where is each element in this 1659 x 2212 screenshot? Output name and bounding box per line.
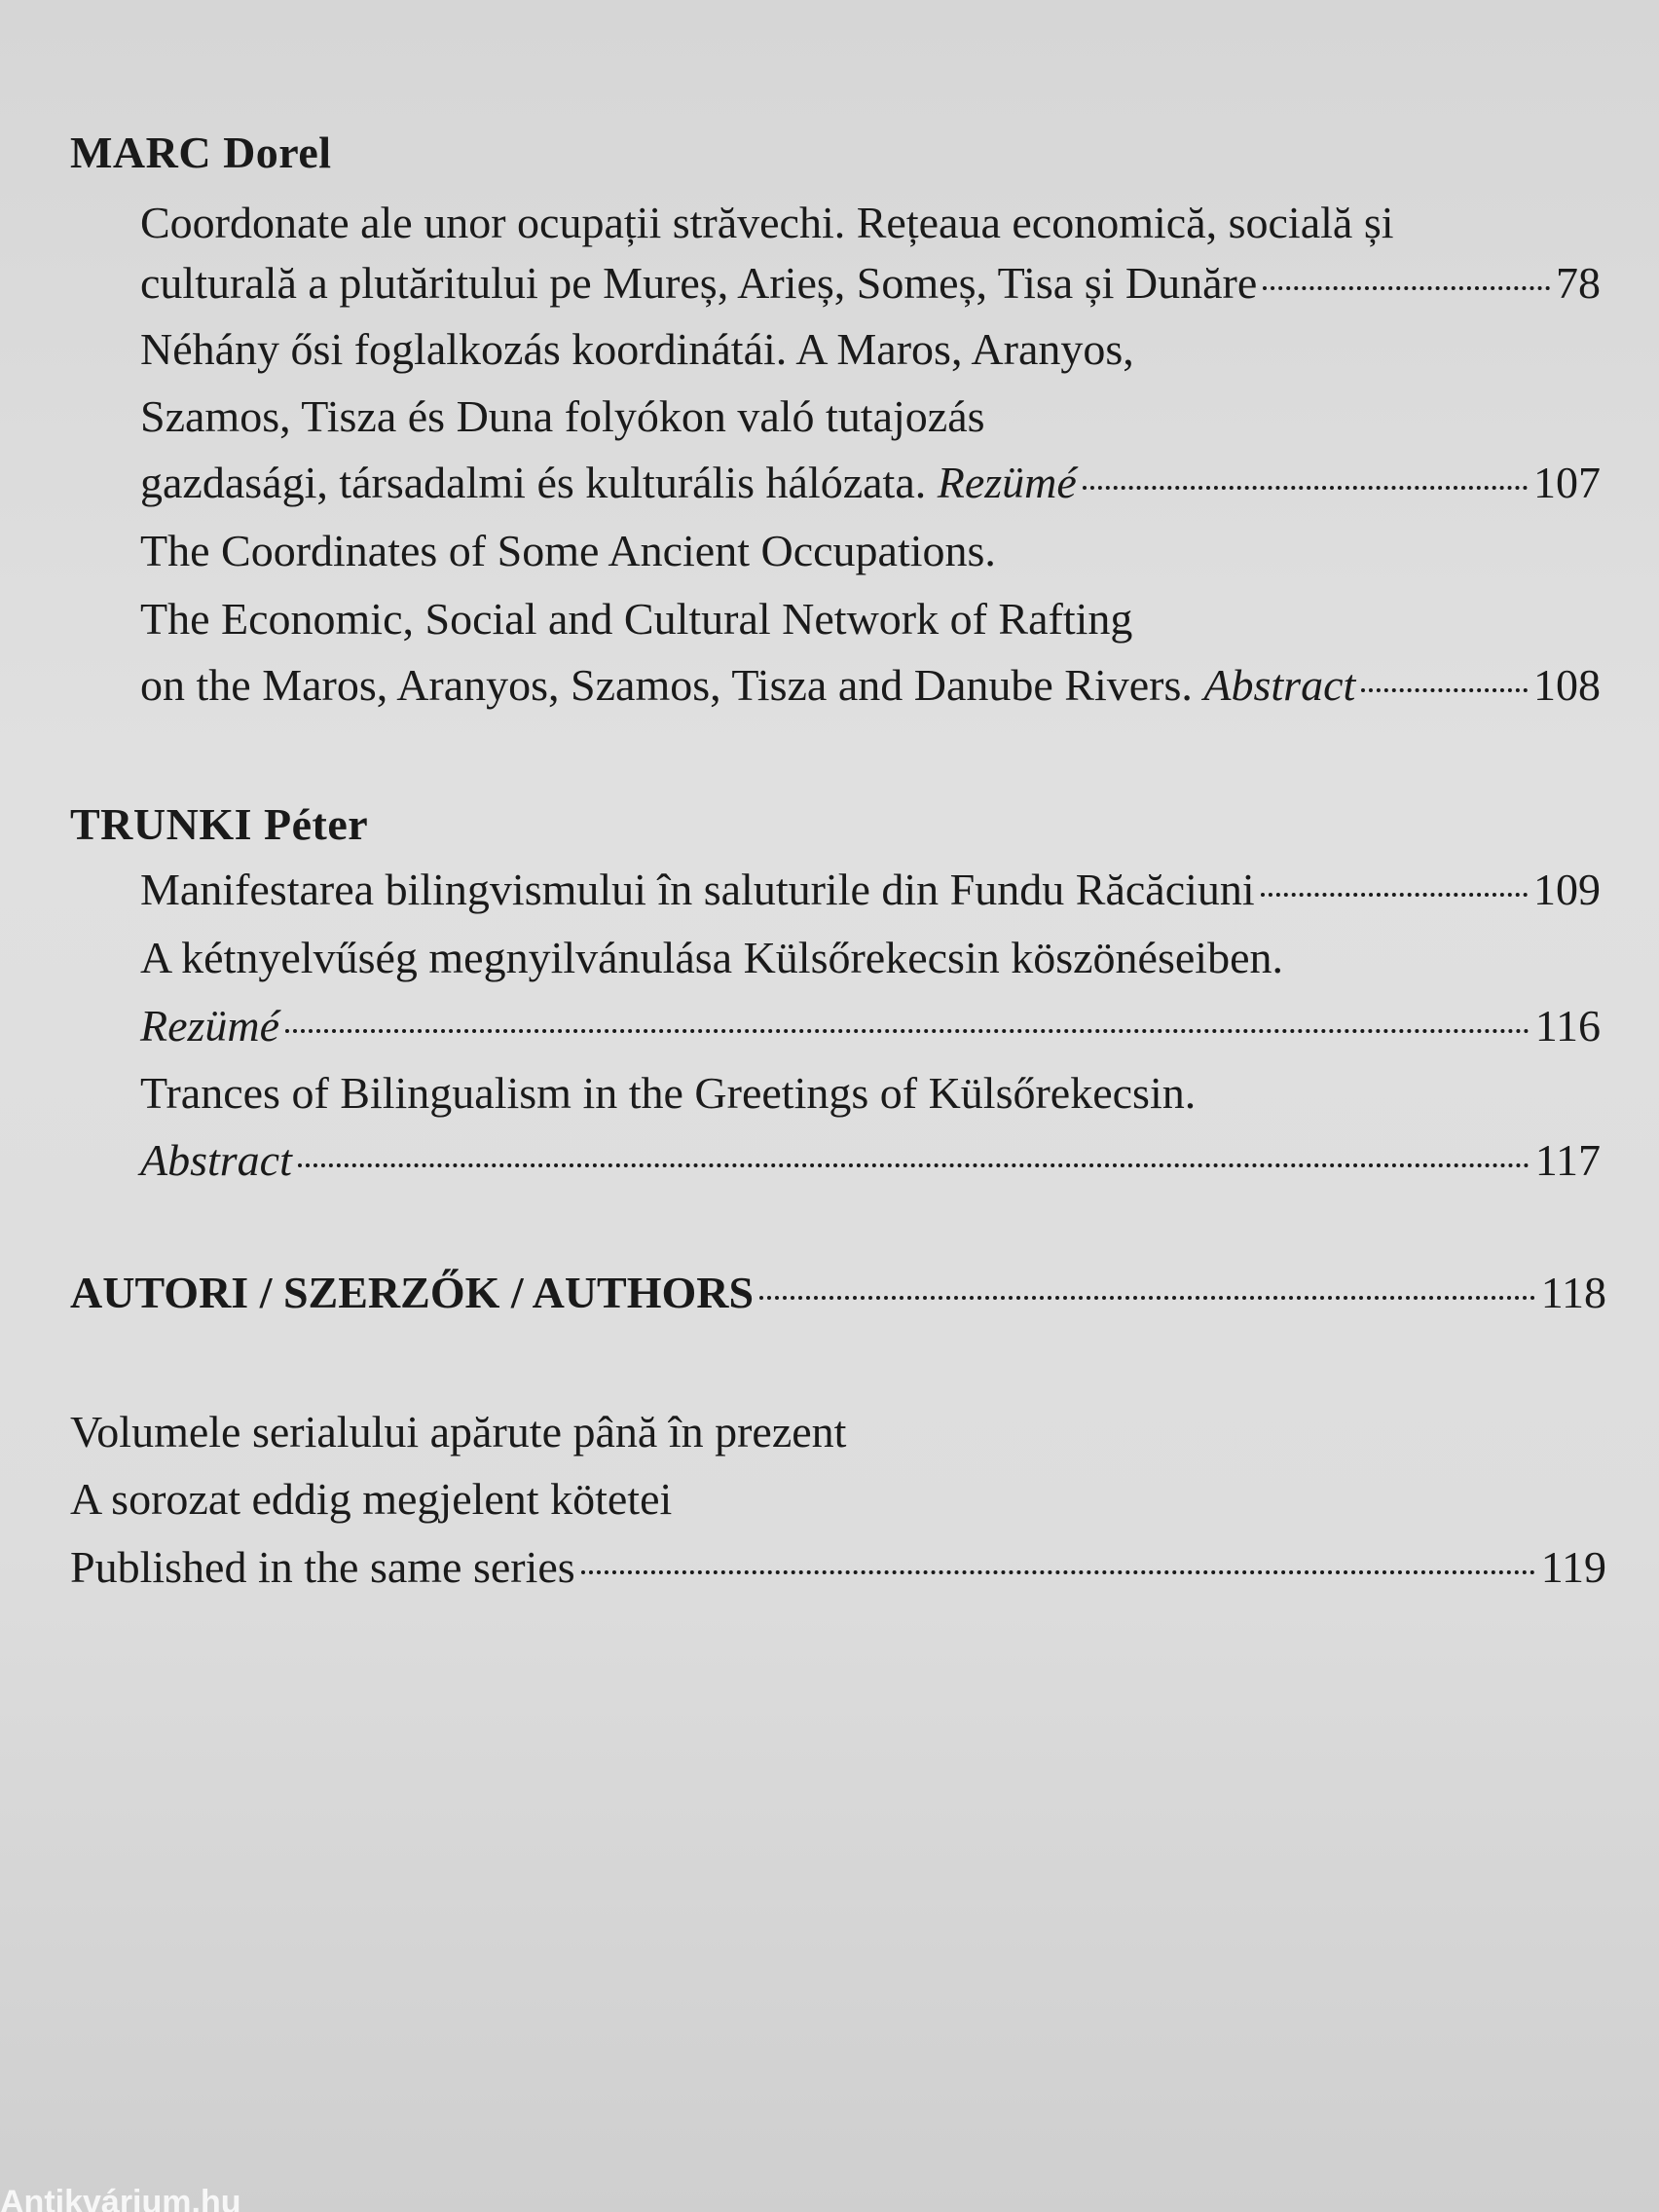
toc-entry (140, 458, 1601, 509)
entry-title: gazdasági, társadalmi és kulturális hálózata. (140, 458, 927, 507)
page-number: 78 (1556, 258, 1601, 308)
series-line: A sorozat eddig megjelent kötetei (70, 1474, 673, 1524)
page-number: 109 (1533, 865, 1601, 914)
entry-line: Szamos, Tisza és Duna folyókon való tutajozás (140, 391, 985, 441)
toc-entry (140, 258, 1601, 310)
dot-leader (759, 1296, 1535, 1300)
series-line: Volumele serialului apărute până în prezent (70, 1407, 847, 1456)
entry-line: Trances of Bilingualism in the Greetings of Külsőrekecsin. (140, 1068, 1197, 1118)
entry-summary-label: Rezümé (937, 458, 1077, 507)
authors-entry (70, 1268, 1606, 1319)
author-name: MARC Dorel (70, 128, 332, 177)
dot-leader (1361, 688, 1528, 692)
entry-summary-label: Abstract (1203, 660, 1356, 710)
entry-line: A kétnyelvűség megnyilvánulása Külsőrekecsin köszönéseiben. (140, 933, 1283, 982)
entry-title: culturală a plutăritului pe Mureș, Arieș, Someș, Tisa și Dunăre (140, 258, 1258, 308)
page-number: 117 (1534, 1135, 1601, 1185)
page-number: 119 (1540, 1542, 1606, 1592)
entry-title: on the Maros, Aranyos, Szamos, Tisza and Danube Rivers. (140, 660, 1193, 710)
dot-leader (1261, 893, 1528, 897)
authors-heading: AUTORI / SZERZŐK / AUTHORS (70, 1268, 755, 1317)
toc-entry (70, 1542, 1606, 1594)
dot-leader (285, 1029, 1530, 1033)
page-number: 107 (1533, 458, 1601, 507)
entry-summary-label: Rezümé (140, 1001, 280, 1051)
toc-entry (140, 1135, 1601, 1187)
dot-leader (581, 1570, 1535, 1574)
entry-summary-label: Abstract (140, 1135, 292, 1185)
entry-line: The Coordinates of Some Ancient Occupations. (140, 526, 996, 575)
dot-leader (1083, 486, 1528, 490)
series-title: Published in the same series (70, 1542, 575, 1592)
page-number: 116 (1534, 1001, 1601, 1051)
entry-line: The Economic, Social and Cultural Network of Rafting (140, 594, 1133, 644)
dot-leader (298, 1163, 1530, 1167)
entry-line: Néhány ősi foglalkozás koordinátái. A Maros, Aranyos, (140, 324, 1134, 374)
watermark: Antikvárium.hu (0, 2184, 241, 2212)
toc-entry (140, 865, 1601, 916)
page-number: 108 (1533, 660, 1601, 710)
entry-title: Manifestarea bilingvismului în saluturile din Fundu Răcăciuni (140, 865, 1255, 914)
dot-leader (1263, 286, 1550, 290)
author-name: TRUNKI Péter (70, 799, 369, 849)
page-number: 118 (1540, 1268, 1606, 1317)
toc-entry (140, 660, 1601, 712)
entry-line: Coordonate ale unor ocupații străvechi. Rețeaua economică, socială și (140, 198, 1394, 247)
toc-entry (140, 1001, 1601, 1052)
